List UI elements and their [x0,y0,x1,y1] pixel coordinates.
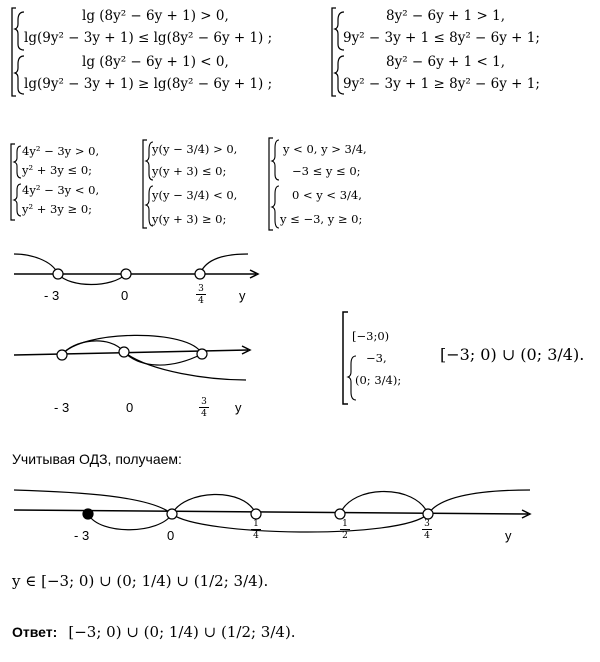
top-right-line-4: 9y² − 3y + 1 ≥ 8y² − 6y + 1; [343,76,540,92]
answer-label: Ответ: [12,624,58,640]
axis3-frac-half-num: 1 [340,519,350,530]
mid-c-line-4: y ≤ −3, y ≥ 0; [280,212,363,226]
mid-b-line-1: y(y − 3/4) > 0, [152,142,238,156]
odz-text: Учитывая ОДЗ, получаем: [12,451,182,467]
set-item-1: [−3;0) [352,329,390,343]
axis1-label-y: y [239,288,246,303]
axis1-frac-den: 4 [198,296,204,306]
axis3-frac-quarter-num: 1 [251,519,261,530]
axis3-frac-half-den: 2 [342,531,348,541]
set-union: [−3; 0) ∪ (0; 3/4). [440,345,585,364]
top-right-line-2: 9y² − 3y + 1 ≤ 8y² − 6y + 1; [343,30,540,46]
axis2-frac-num: 3 [199,397,209,408]
axis3-frac-quarter-den: 4 [253,531,259,541]
axis3-label-neg3: - 3 [74,528,90,543]
number-line-1-graphic [0,240,600,310]
top-right-line-1: 8y² − 6y + 1 > 1, [386,8,505,24]
mid-c-line-3: 0 < y < 3/4, [292,188,362,202]
mid-a-line-2: y² + 3y ≤ 0; [22,163,93,177]
axis1-frac-num: 3 [196,284,206,295]
top-left-line-4: lg(9y² − 3y + 1) ≥ lg(8y² − 6y + 1) ; [24,76,273,92]
set-bracket [338,310,362,406]
mid-a-line-4: y² + 3y ≥ 0; [22,202,93,216]
mid-a-line-1: 4y² − 3y > 0, [22,144,100,158]
mid-c-line-2: −3 ≤ y ≤ 0; [292,164,361,178]
mid-b-line-2: y(y + 3) ≤ 0; [152,164,227,178]
axis2-frac-den: 4 [201,409,207,419]
mid-c-line-1: y < 0, y > 3/4, [283,142,367,156]
mid-b-line-3: y(y − 3/4) < 0, [152,188,238,202]
axis3-label-y: y [505,528,512,543]
axis3-label-0: 0 [167,528,175,543]
answer-line [12,622,296,641]
axis1-label-neg3: - 3 [44,288,60,303]
top-left-line-1: lg (8y² − 6y + 1) > 0, [82,8,229,24]
axis2-label-neg3: - 3 [54,400,70,415]
axis2-label-y: y [235,400,242,415]
answer-value: [−3; 0) ∪ (0; 1/4) ∪ (1/2; 3/4). [68,623,296,641]
top-right-line-3: 8y² − 6y + 1 < 1, [386,54,505,70]
axis2-label-0: 0 [126,400,134,415]
axis3-frac-threequarter-num: 3 [422,519,432,530]
set-item-2: −3, [366,351,387,365]
mid-b-line-4: y(y + 3) ≥ 0; [152,212,227,226]
top-left-line-2: lg(9y² − 3y + 1) ≤ lg(8y² − 6y + 1) ; [24,30,273,46]
mid-a-line-3: 4y² − 3y < 0, [22,183,100,197]
top-left-line-3: lg (8y² − 6y + 1) < 0, [82,54,229,70]
bracket-left [6,6,26,98]
axis1-label-0: 0 [121,288,129,303]
final-set: y ∈ [−3; 0) ∪ (0; 1/4) ∪ (1/2; 3/4). [12,572,269,590]
axis3-frac-threequarter-den: 4 [424,531,430,541]
set-item-3: (0; 3/4); [355,373,402,387]
